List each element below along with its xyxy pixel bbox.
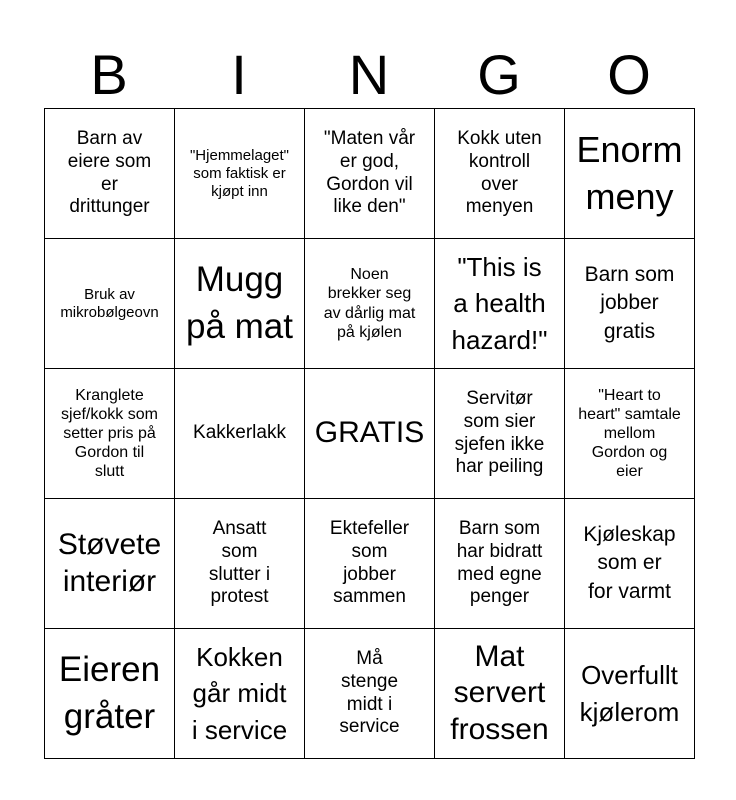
bingo-cell[interactable]: Ansatt som slutter i protest [175,499,305,629]
header-letter-o: O [607,43,651,106]
bingo-cell[interactable]: "Heart to heart" samtale mellom Gordon og eier [565,369,695,499]
header-letter-i: I [231,43,247,106]
bingo-cell[interactable]: Kakkerlakk [175,369,305,499]
bingo-cell[interactable]: Bruk av mikrobølgeovn [45,239,175,369]
bingo-cell[interactable]: Mugg på mat [175,239,305,369]
bingo-cell[interactable]: Kjøleskap som er for varmt [565,499,695,629]
bingo-cell[interactable]: Ektefeller som jobber sammen [305,499,435,629]
header-letter-g: G [477,43,521,106]
bingo-cell[interactable]: Enorm meny [565,109,695,239]
bingo-cell[interactable]: Støvete interiør [45,499,175,629]
bingo-cell[interactable]: Kokken går midt i service [175,629,305,759]
bingo-cell[interactable]: Noen brekker seg av dårlig mat på kjølen [305,239,435,369]
bingo-cell[interactable]: Eieren gråter [45,629,175,759]
bingo-cell[interactable]: Overfullt kjølerom [565,629,695,759]
bingo-cell[interactable]: "This is a health hazard!" [435,239,565,369]
bingo-cell[interactable]: Barn som har bidratt med egne penger [435,499,565,629]
bingo-cell[interactable]: Barn som jobber gratis [565,239,695,369]
bingo-cell[interactable]: Servitør som sier sjefen ikke har peiling [435,369,565,499]
header-letter-n: N [348,43,390,106]
bingo-cell[interactable]: "Maten vår er god, Gordon vil like den" [305,109,435,239]
bingo-cell[interactable]: "Hjemmelaget" som faktisk er kjøpt inn [175,109,305,239]
bingo-cell[interactable]: Kokk uten kontroll over menyen [435,109,565,239]
free-space-cell[interactable]: GRATIS [305,369,435,499]
header-letter-b: B [90,43,128,106]
bingo-header [44,40,694,110]
bingo-cell[interactable]: Barn av eiere som er drittunger [45,109,175,239]
bingo-cell[interactable]: Må stenge midt i service [305,629,435,759]
bingo-cell[interactable]: Mat servert frossen [435,629,565,759]
bingo-grid [44,108,695,759]
bingo-cell[interactable]: Kranglete sjef/kokk som setter pris på Gordon til slutt [45,369,175,499]
